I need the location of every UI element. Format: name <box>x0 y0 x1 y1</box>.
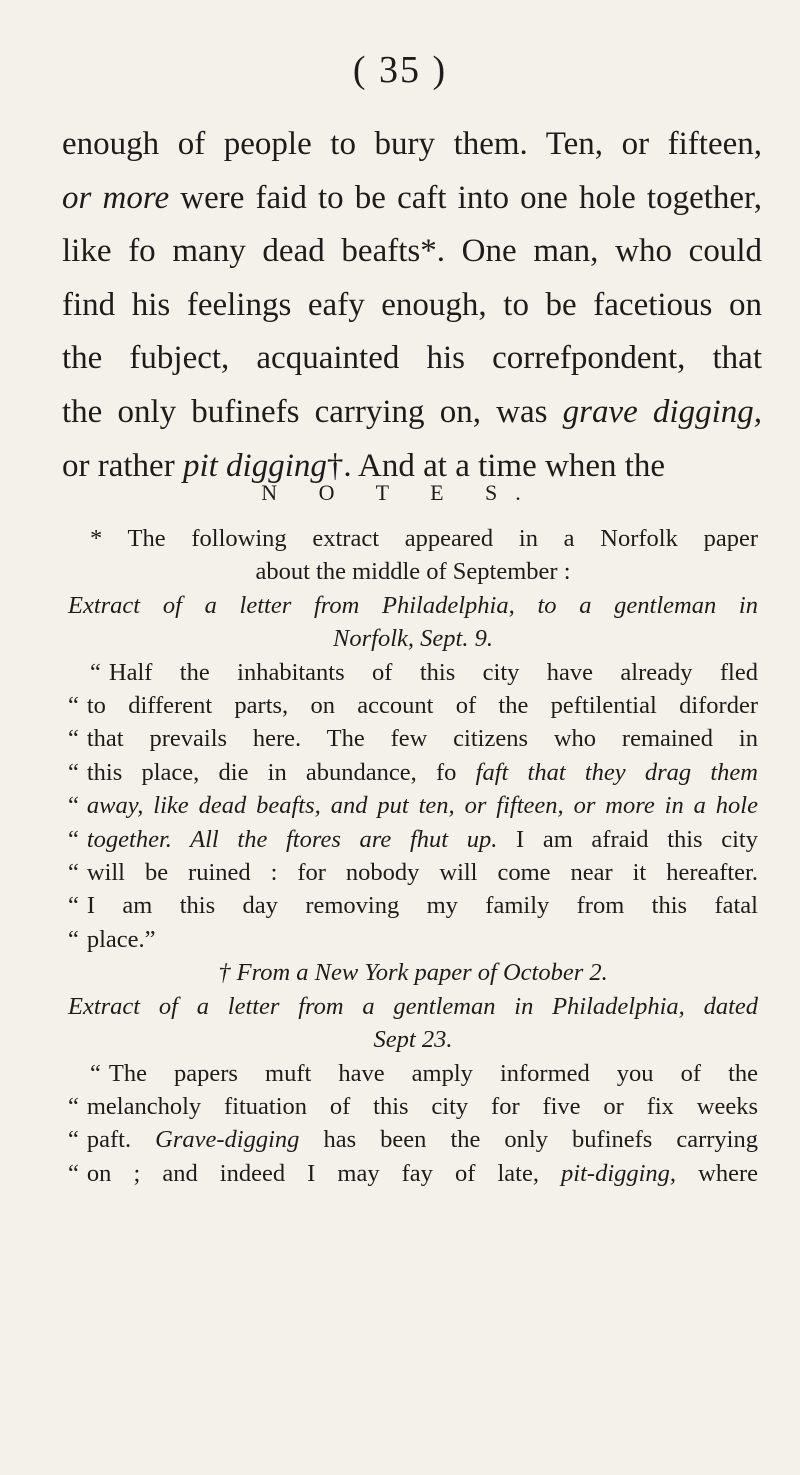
note-line <box>68 1157 758 1190</box>
quote-mark: “ <box>90 1059 101 1087</box>
quote-mark: “ <box>90 658 101 686</box>
italic-phrase: Grave-digging <box>155 1126 300 1154</box>
quote-mark: “ <box>68 1092 79 1120</box>
note-line <box>68 722 758 755</box>
text-span: I am afraid this city <box>497 825 758 853</box>
main-text <box>62 118 762 493</box>
text-span: or rather <box>62 447 183 484</box>
quote-mark: “ <box>68 1159 79 1187</box>
text-line <box>62 172 762 226</box>
footnotes <box>68 522 758 1190</box>
text-span: the only bufinefs carrying on, was <box>62 393 563 430</box>
note-line <box>68 1090 758 1123</box>
note-line <box>68 789 758 822</box>
text-span: I am this day removing my family from this fatal <box>86 892 758 920</box>
italic-phrase: Norfolk, Sept. 9. <box>333 625 493 653</box>
text-span: that prevails here. The few citizens who remained in <box>86 725 758 753</box>
note-line <box>68 923 758 956</box>
note-line <box>68 990 758 1023</box>
quote-mark: “ <box>68 725 79 753</box>
italic-phrase: away, like dead beafts, and put ten, or fifteen, or more in a hole <box>86 792 758 820</box>
quote-mark: “ <box>68 692 79 720</box>
quote-mark: “ <box>68 825 79 853</box>
text-line: enough of people to bury them. Ten, or fifteen, <box>62 126 762 162</box>
quote-mark: “ <box>68 1126 79 1154</box>
italic-phrase: Extract of a letter from Philadelphia, to a gentleman in <box>68 591 758 619</box>
note-line <box>68 956 758 989</box>
note-line <box>68 589 758 622</box>
text-line: the fubject, acquainted his correfpondent, that <box>62 340 762 377</box>
italic-phrase: or more <box>62 179 170 216</box>
note-line <box>68 823 758 856</box>
quote-mark: “ <box>68 925 79 953</box>
note-line <box>68 656 758 689</box>
text-span: †. And at a time when the <box>326 447 666 484</box>
note-line <box>68 756 758 789</box>
note-line <box>68 689 758 722</box>
text-span: Half the inhabitants of this city have already fled <box>108 658 758 686</box>
note-line <box>68 1123 758 1156</box>
text-span: this place, die in abundance, fo <box>86 758 476 786</box>
quote-mark: “ <box>68 758 79 786</box>
italic-phrase: Sept 23. <box>373 1026 453 1054</box>
text-span: to different parts, on account of the peftilential diforder <box>86 692 758 720</box>
note-line: about the middle of September : <box>255 558 571 586</box>
italic-phrase: † From a New York paper of October 2. <box>218 959 608 987</box>
text-span: The papers muft have amply informed you of the <box>108 1059 758 1087</box>
text-span: paft. <box>86 1126 156 1154</box>
italic-phrase: faft that they drag them <box>475 758 758 786</box>
italic-phrase: pit digging <box>182 447 327 484</box>
note-line <box>68 1057 758 1090</box>
italic-phrase: together. All the ftores are fhut up. <box>86 825 498 853</box>
quote-mark: “ <box>68 792 79 820</box>
text-span: where <box>676 1159 758 1187</box>
note-line: * The following extract appeared in a Norfolk paper <box>90 525 758 552</box>
italic-phrase: grave digging, <box>562 393 762 430</box>
text-span: place.” <box>86 925 156 953</box>
note-line <box>68 889 758 922</box>
text-span: will be ruined : for nobody will come near it hereafter. <box>86 859 758 887</box>
quote-mark: “ <box>68 859 79 887</box>
text-line: find his feelings eafy enough, to be facetious on <box>62 286 762 323</box>
note-line <box>68 622 758 655</box>
text-span: has been the only bufinefs carrying <box>299 1126 758 1154</box>
quote-mark: “ <box>68 892 79 920</box>
notes-heading: N O T E S. <box>261 480 539 505</box>
page-number: ( 35 ) <box>352 49 448 91</box>
text-span: on ; and indeed I may fay of late, <box>86 1159 562 1187</box>
text-line <box>62 386 762 440</box>
italic-phrase: pit-digging, <box>561 1159 677 1187</box>
italic-phrase: Extract of a letter from a gentleman in Philadelphia, dated <box>68 992 758 1020</box>
text-span: were faid to be caft into one hole together, <box>169 179 762 216</box>
text-span: melancholy fituation of this city for five or fix weeks <box>86 1092 758 1120</box>
note-line <box>68 1023 758 1056</box>
text-line: like fo many dead beafts*. One man, who could <box>62 233 762 270</box>
note-line <box>68 856 758 889</box>
